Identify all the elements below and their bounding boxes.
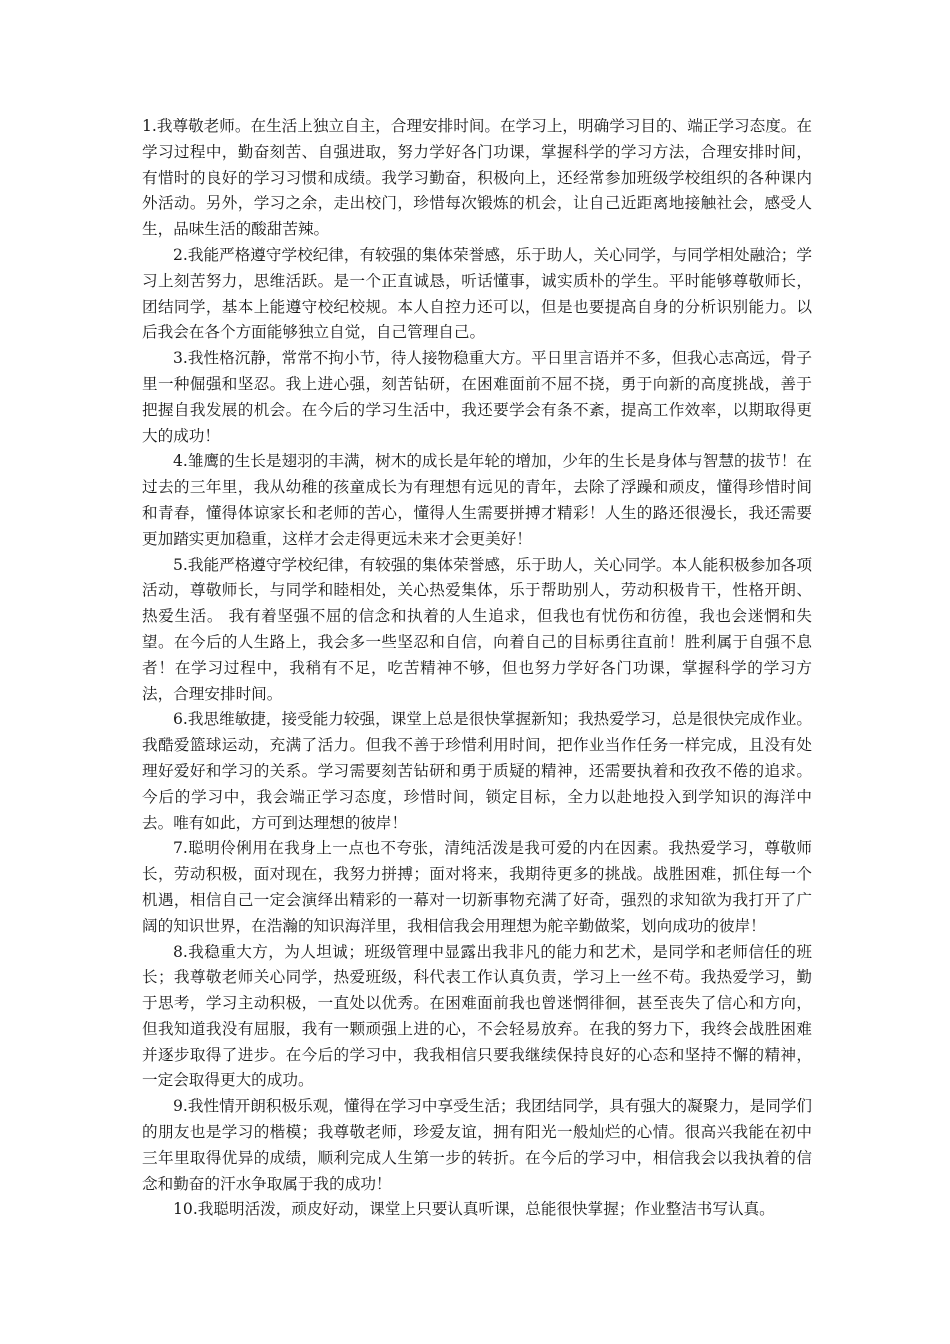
paragraph-6: 6.我思维敏捷，接受能力较强，课堂上总是很快掌握新知；我热爱学习，总是很快完成作业。我酷爱篮球运动，充满了活力。但我不善于珍惜利用时间，把作业当作任务一样完成，且没有处理好爱好和学习的关系。学习需要刻苦钻研和勇于质疑的精神，还需要执着和孜孜不倦的追求。今后的学习中，我会端正学习态度，珍惜时间，锁定目标，全力以赴地投入到学知识的海洋中去。唯有如此，方可到达理想的彼岸！	[142, 710, 812, 832]
paragraph-3: 3.我性格沉静，常常不拘小节，待人接物稳重大方。平日里言语并不多，但我心志高远，骨子里一种倔强和坚忍。我上进心强，刻苦钻研，在困难面前不屈不挠，勇于向新的高度挑战，善于把握自我发展的机会。在今后的学习生活中，我还要学会有条不紊，提高工作效率，以期取得更大的成功！	[142, 349, 812, 445]
paragraph-2: 2.我能严格遵守学校纪律，有较强的集体荣誉感，乐于助人，关心同学，与同学相处融洽；学习上刻苦努力，思维活跃。是一个正直诚恳，听话懂事，诚实质朴的学生。平时能够尊敬师长，团结同学，基本上能遵守校纪校规。本人自控力还可以，但是也要提高自身的分析识别能力。以后我会在各个方面能够独立自觉，自己管理自己。	[142, 245, 812, 342]
paragraph-8: 8.我稳重大方，为人坦诚；班级管理中显露出我非凡的能力和艺术，是同学和老师信任的班长；我尊敬老师关心同学，热爱班级，科代表工作认真负责，学习上一丝不苟。我热爱学习，勤于思考，学习主动积极，一直处以优秀。在困难面前我也曾迷惘徘徊，甚至丧失了信心和方向，但我知道我没有屈服，我有一颗顽强上进的心，不会轻易放弃。在我的努力下，我终会战胜困难并逐步取得了进步。在今后的学习中，我我相信只要我继续保持良好的心态和坚持不懈的精神，一定会取得更大的成功。	[142, 942, 812, 1090]
paragraph-9: 9.我性情开朗积极乐观，懂得在学习中享受生活；我团结同学，具有强大的凝聚力，是同学们的朋友也是学习的楷模；我尊敬老师，珍爱友谊，拥有阳光一般灿烂的心情。很高兴我能在初中三年里取得优异的成绩，顺利完成人生第一步的转折。在今后的学习中，相信我会以我执着的信念和勤奋的汗水争取属于我的成功！	[142, 1097, 812, 1193]
paragraph-7: 7.聪明伶俐用在我身上一点也不夸张，清纯活泼是我可爱的内在因素。我热爱学习，尊敬师长，劳动积极，面对现在，我努力拼搏；面对将来，我期待更多的挑战。战胜困难，抓住每一个机遇，相信自己一定会演绎出精彩的一幕对一切新事物充满了好奇，强烈的求知欲为我打开了广阔的知识世界，在浩瀚的知识海洋里，我相信我会用理想为舵辛勤做桨，划向成功的彼岸！	[142, 839, 812, 935]
paragraph-5: 5.我能严格遵守学校纪律，有较强的集体荣誉感，乐于助人，关心同学。本人能积极参加各项活动，尊敬师长，与同学和睦相处，关心热爱集体，乐于帮助别人，劳动积极肯干，性格开朗、热爱生活。 我有着坚强不屈的信念和执着的人生追求，但我也有忧伤和彷徨，我也会迷惘和失望。在今后的人生路上，我会多一些坚忍和自信，向着自己的目标勇往直前！胜利属于自强不息者！在学习过程中，我稍有不足，吃苦精神不够，但也努力学好各门功课，掌握科学的学习方法，合理安排时间。	[142, 555, 812, 703]
document-body	[142, 114, 812, 1223]
paragraph-4: 4.雏鹰的生长是翅羽的丰满，树木的成长是年轮的增加，少年的生长是身体与智慧的拔节！在过去的三年里，我从幼稚的孩童成长为有理想有远见的青年，去除了浮躁和顽皮，懂得珍惜时间和青春，懂得体谅家长和老师的苦心，懂得人生需要拼搏才精彩！人生的路还很漫长，我还需要更加踏实更加稳重，这样才会走得更远未来才会更美好！	[142, 452, 812, 548]
paragraph-10: 10.我聪明活泼，顽皮好动，课堂上只要认真听课，总能很快掌握；作业整洁书写认真。	[173, 1200, 775, 1219]
paragraph-1: 1.我尊敬老师。在生活上独立自主，合理安排时间。在学习上，明确学习目的、端正学习态度。在学习过程中，勤奋刻苦、自强进取，努力学好各门功课，掌握科学的学习方法，合理安排时间，有惜时的良好的学习习惯和成绩。我学习勤奋，积极向上，还经常参加班级学校组织的各种课内外活动。另外，学习之余，走出校门，珍惜每次锻炼的机会，让自己近距离地接触社会，感受人生，品味生活的酸甜苦辣。	[142, 117, 812, 239]
